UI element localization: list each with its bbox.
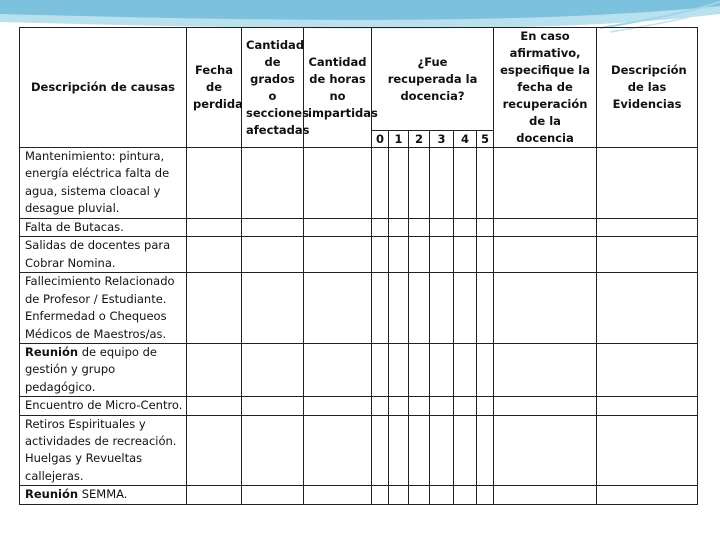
cause-text: Reunión xyxy=(25,345,79,360)
cause-cell xyxy=(20,273,187,344)
cause-text: Falta de Butacas. xyxy=(25,220,124,234)
scale-2: 2 xyxy=(409,131,430,148)
cause-cell xyxy=(20,148,187,219)
causes-table xyxy=(19,27,698,505)
cause-text: Reunión xyxy=(25,487,79,502)
table-row xyxy=(20,486,698,504)
header-recuperada: ¿Fue recuperada la docencia? xyxy=(372,28,494,131)
table-row xyxy=(20,148,698,219)
scale-5: 5 xyxy=(477,131,494,148)
cause-text: Encuentro de Micro-Centro. xyxy=(25,398,183,413)
table-row xyxy=(20,273,698,344)
cause-cell xyxy=(20,237,187,273)
cause-cell xyxy=(20,397,187,415)
header-cantidad-horas: Cantidad de horas no impartidas xyxy=(304,28,372,148)
scale-0: 0 xyxy=(372,131,389,148)
cause-text-rest: de equipo de gestión y grupo pedagógico. xyxy=(25,345,157,394)
scale-1: 1 xyxy=(389,131,409,148)
cause-cell xyxy=(20,415,187,486)
header-en-caso: En caso afirmativo, especifique la fecha de recuperación de la docencia xyxy=(494,28,597,148)
scale-3: 3 xyxy=(430,131,454,148)
header-causas: Descripción de causas xyxy=(20,28,187,148)
table-row xyxy=(20,344,698,397)
cause-text: Salidas de docentes para Cobrar Nomina. xyxy=(25,238,171,270)
cause-text: Retiros Espirituales y actividades de recreación. Huelgas y Revueltas callejeras. xyxy=(25,416,177,483)
header-descripcion-evidencias: Descripción de las Evidencias xyxy=(597,28,698,148)
causes-table-sheet xyxy=(19,27,697,502)
table-row xyxy=(20,237,698,273)
header-cantidad-grados: Cantidad de grados o secciones afectadas xyxy=(242,28,304,148)
cause-text-rest: SEMMA. xyxy=(78,487,128,502)
cause-text: Fallecimiento Relacionado de Profesor / Estudiante. Enfermedad o Chequeos Médicos de Maestros/as. xyxy=(25,274,175,341)
scale-4: 4 xyxy=(454,131,477,148)
table-row xyxy=(20,219,698,237)
table-row xyxy=(20,415,698,486)
header-fecha: Fecha de perdida xyxy=(187,28,242,148)
cause-cell xyxy=(20,219,187,237)
cause-cell xyxy=(20,344,187,397)
table-row xyxy=(20,397,698,415)
cause-text: Mantenimiento: pintura, energía eléctrica falta de agua, sistema cloacal y desague pluvial. xyxy=(25,149,170,216)
cause-cell xyxy=(20,486,187,504)
